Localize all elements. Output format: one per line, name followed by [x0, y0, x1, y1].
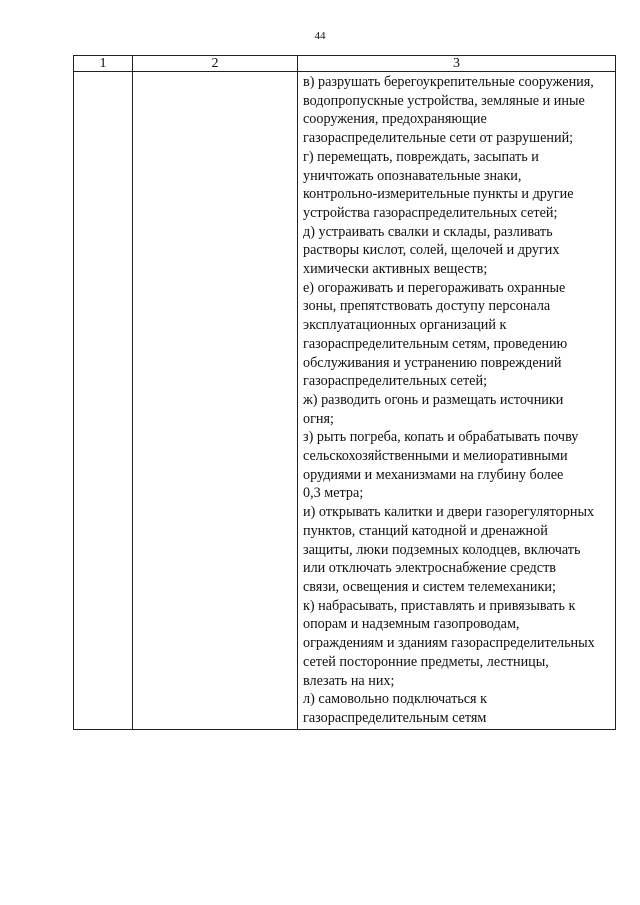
- list-item-z: з) рыть погреба, копать и обрабатывать почву сельскохозяйственными и мелиоративными орудиями и механизмами на глубину более 0,3 метра;: [303, 429, 579, 502]
- column-2-cell: [133, 72, 298, 730]
- document-table: [73, 55, 616, 730]
- page-number: 44: [314, 30, 326, 42]
- list-item-l: л) самовольно подключаться к газораспределительным сетям: [303, 691, 488, 726]
- column-header-3: 3: [298, 56, 616, 72]
- list-item-g: г) перемещать, повреждать, засыпать и уничтожать опознавательные знаки, контрольно-измерительные пункты и другие устройства газораспределительных сетей;: [303, 148, 574, 221]
- list-item-d: д) устраивать свалки и склады, разливать растворы кислот, солей, щелочей и других химически активных веществ;: [303, 223, 560, 278]
- list-item-v: в) разрушать берегоукрепительные сооружения, водопропускные устройства, земляные и иные сооружения, предохраняющие газораспределительные сети от разрушений;: [303, 74, 594, 147]
- table-header-row: [74, 56, 616, 72]
- column-3-cell: [298, 72, 616, 730]
- table-row: [74, 72, 616, 730]
- column-header-2: 2: [133, 56, 298, 72]
- list-item-i: и) открывать калитки и двери газорегуляторных пунктов, станций катодной и дренажной защиты, люки подземных колодцев, включать или отключать электроснабжение средств связи, освещения и систем телемеханики;: [303, 504, 595, 595]
- list-item-e: е) огораживать и перегораживать охранные зоны, препятствовать доступу персонала эксплуатационных организаций к газораспределительным сетям, проведению обслуживания и устранению повреждений газораспределительных сетей;: [303, 279, 568, 390]
- column-1-cell: [74, 72, 133, 730]
- list-item-zh: ж) разводить огонь и размещать источники огня;: [303, 391, 564, 427]
- column-header-1: 1: [74, 56, 133, 72]
- table-header: [74, 56, 616, 72]
- list-item-k: к) набрасывать, приставлять и привязывать к опорам и надземным газопроводам, ограждениям и зданиям газораспределительных сетей посторонние предметы, лестницы, влезать на них;: [303, 597, 595, 689]
